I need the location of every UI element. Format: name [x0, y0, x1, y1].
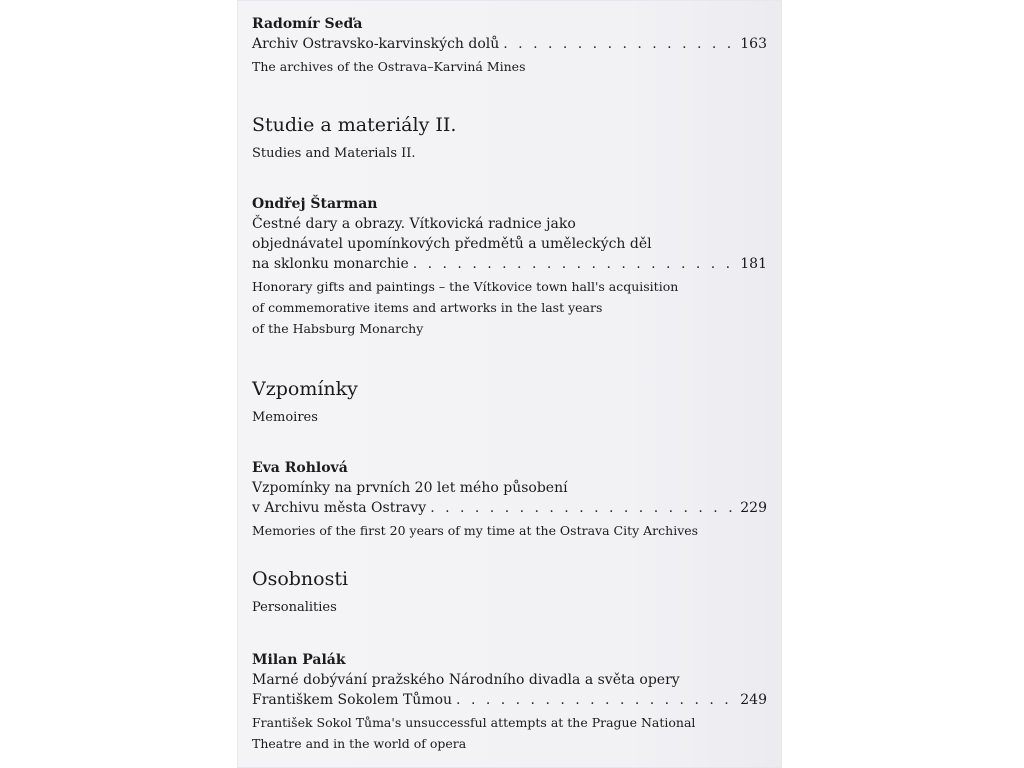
toc-entry: [252, 458, 767, 541]
entry-english-title: of commemorative items and artworks in the last years: [252, 300, 603, 315]
entry-english-title: Theatre and in the world of opera: [252, 736, 467, 751]
dot-leader: [503, 34, 734, 54]
dot-leader: [413, 254, 735, 274]
page-number: 229: [740, 500, 767, 516]
entry-title: na sklonku monarchie: [252, 256, 409, 272]
entry-title: Archiv Ostravsko-karvinských dolů: [252, 36, 500, 52]
dot-leader: [456, 690, 734, 710]
entry-author: Radomír Seďa: [252, 16, 363, 32]
entry-author: Ondřej Štarman: [252, 196, 378, 212]
toc-page: [237, 0, 782, 768]
entry-english-title: Memories of the first 20 years of my time at the Ostrava City Archives: [252, 523, 699, 538]
entry-author: Milan Palák: [252, 652, 346, 668]
entry-title-line: Marné dobývání pražského Národního divadla a světa opery: [252, 672, 680, 688]
entry-title-line: [252, 254, 767, 274]
entry-title-line: [252, 498, 767, 518]
page-number: 163: [740, 36, 767, 52]
toc-section: [252, 376, 767, 428]
page-number: 181: [740, 256, 767, 272]
section-subtitle: Memoires: [252, 410, 318, 425]
entry-english-title: of the Habsburg Monarchy: [252, 321, 424, 336]
toc-entry: [252, 650, 767, 754]
toc-entry: [252, 14, 767, 77]
entry-english-title: František Sokol Tůma's unsuccessful attempts at the Prague National: [252, 715, 696, 730]
page-number: 249: [740, 692, 767, 708]
section-title: Vzpomínky: [252, 378, 358, 400]
entry-title-line: Čestné dary a obrazy. Vítkovická radnice jako: [252, 216, 576, 232]
entry-title-line: Vzpomínky na prvních 20 let mého působení: [252, 480, 568, 496]
entry-title-line: [252, 690, 767, 710]
section-subtitle: Studies and Materials II.: [252, 146, 416, 161]
entry-title-line: objednávatel upomínkových předmětů a uměleckých děl: [252, 236, 652, 252]
toc-section: [252, 566, 767, 618]
dot-leader: [430, 498, 734, 518]
section-title: Osobnosti: [252, 568, 349, 590]
entry-english-title: The archives of the Ostrava–Karviná Mines: [252, 59, 526, 74]
entry-title-line: [252, 34, 767, 54]
entry-english-title: Honorary gifts and paintings – the Vítkovice town hall's acquisition: [252, 279, 679, 294]
toc-section: [252, 112, 767, 164]
entry-author: Eva Rohlová: [252, 460, 348, 476]
toc-entry: [252, 194, 767, 339]
section-title: Studie a materiály II.: [252, 114, 457, 136]
entry-title: v Archivu města Ostravy: [252, 500, 427, 516]
section-subtitle: Personalities: [252, 600, 337, 615]
entry-title: Františkem Sokolem Tůmou: [252, 692, 453, 708]
